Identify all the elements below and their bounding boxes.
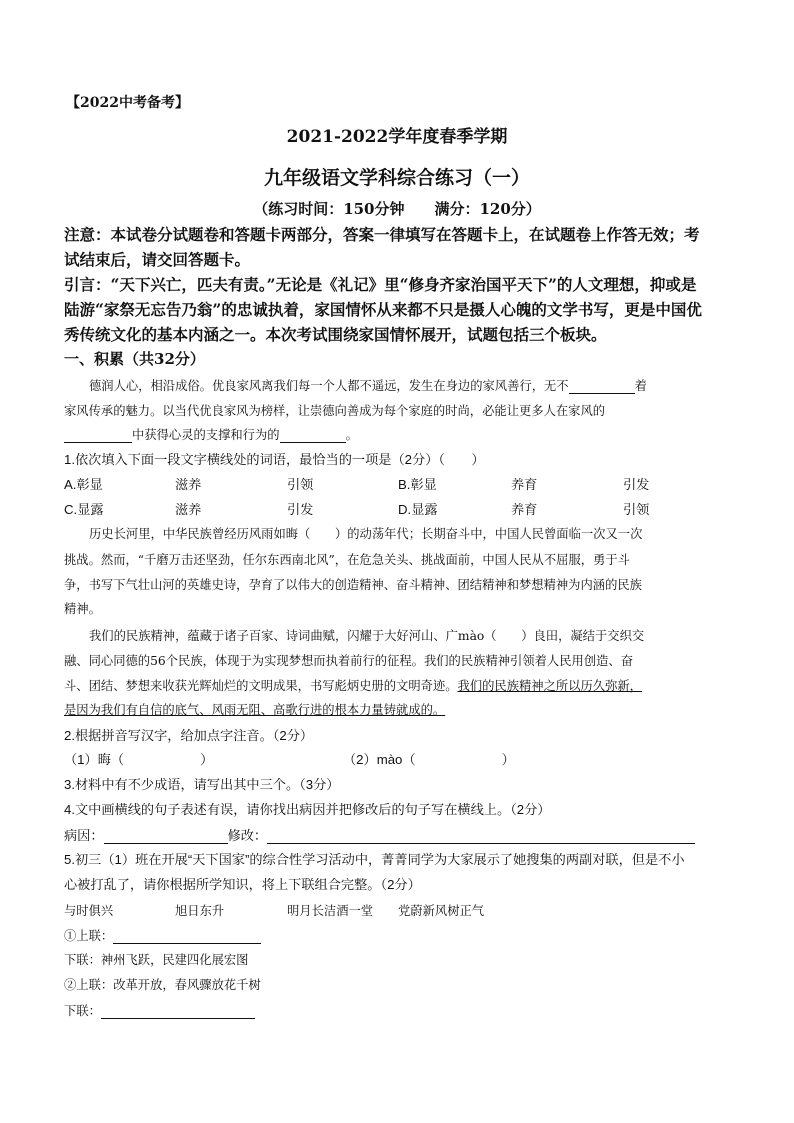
q1-option-c-word2: 滋养 [175, 502, 202, 517]
q1-option-d[interactable]: D.显露 [398, 502, 438, 517]
q4-answer-line: 病因： 修改： [64, 825, 695, 844]
q1-option-d-word3: 引领 [623, 502, 650, 517]
q5-choice-1: 与时俱兴 [64, 904, 114, 918]
exam-tag: 【2022中考备考】 [66, 95, 189, 111]
intro-line-3: 秀传统文化的基本内涵之一。本次考试围绕家国情怀展开，试题包括三个板块。 [64, 325, 607, 344]
notice-line-2: 试结束后，请交回答题卡。 [64, 250, 251, 269]
couplet1-upper: ①上联： [64, 926, 261, 944]
passage2-line-3: 争，书写下气壮山河的英雄史诗，孕育了以伟大的创造精神、奋斗精神、团结精神和梦想精神为内涵的民族 [64, 578, 642, 592]
couplet1-lower: 下联：神州飞跃，民建四化展宏图 [64, 953, 249, 967]
passage1-line-1: 德润人心，相沿成俗。优良家风离我们每一个人都不遥远，发生在身边的家风善行，无不 着 [89, 379, 647, 393]
blank-3[interactable] [280, 428, 346, 443]
passage2-line-1: 历史长河里，中华民族曾经历风雨如晦（ ）的动荡年代；长期奋斗中，中国人民曾面临一次又一次 [89, 527, 643, 541]
blank-2[interactable] [64, 428, 132, 443]
blank-1[interactable] [569, 379, 635, 394]
q2-text: 2.根据拼音写汉字，给加点字注音。（2分） [64, 728, 314, 743]
q5-line-2: 心被打乱了，请你根据所学知识，将上下联组合完整。（2分） [64, 877, 421, 892]
q1-option-b-word2: 养育 [511, 477, 538, 492]
couplet2-lower: 下联： [64, 1001, 255, 1019]
intro-line-1: 引言：“天下兴亡，匹夫有责。”无论是《礼记》里“修身齐家治国平天下”的人文理想，抑或是 [64, 275, 697, 294]
q5-line-1: 5.初三（1）班在开展“天下国家”的综合性学习活动中，菁菁同学为大家展示了她搜集的两副对联，但是不小 [64, 852, 685, 867]
passage1-line-2: 家风传承的魅力。以当代优良家风为榜样，让崇德向善成为每个家庭的时尚，必能让更多人在家风的 [64, 404, 606, 418]
q2-part2: （2）mào（ ） [343, 752, 515, 767]
underlined-sentence-part2: 是因为我们有自信的底气、风雨无阻、高歌行进的根本力量铸就成的。 [64, 703, 446, 717]
q1-text: 1.依次填入下面一段文字横线处的词语，最恰当的一项是（2分）（ ） [64, 452, 485, 467]
passage2-line-4: 精神。 [64, 602, 101, 616]
q1-option-c[interactable]: C.显露 [64, 502, 104, 517]
passage3-line-3: 斗、团结、梦想来收获光辉灿烂的文明成果，书写彪炳史册的文明奇迹。我们的民族精神之所以历久弥新， [64, 679, 642, 693]
q5-choice-4: 党蔚新风树正气 [398, 904, 485, 918]
q1-option-b[interactable]: B.彰显 [398, 477, 437, 492]
passage3-line-2: 融、同心同德的56个民族，体现于为实现梦想而执着前行的征程。我们的民族精神引领着人民用创造、奋 [64, 654, 634, 668]
cause-blank[interactable] [104, 829, 228, 844]
q1-option-b-word3: 引发 [623, 477, 650, 492]
q1-option-a[interactable]: A.彰显 [64, 477, 103, 492]
couplet1-upper-blank[interactable] [113, 929, 261, 944]
q3-text: 3.材料中有不少成语，请写出其中三个。（3分） [64, 777, 340, 792]
q4-text: 4.文中画横线的句子表述有误，请你找出病因并把修改后的句子写在横线上。（2分） [64, 802, 551, 817]
q1-option-a-word3: 引领 [287, 477, 314, 492]
q1-option-d-word2: 养育 [511, 502, 538, 517]
page-title: 九年级语文学科综合练习（一） [263, 167, 530, 189]
couplet2-upper: ②上联：改革开放，春风骤放花千树 [64, 978, 261, 992]
passage1-line-3: 中获得心灵的支撑和行为的 。 [64, 425, 358, 443]
q1-option-c-word3: 引发 [287, 502, 314, 517]
underlined-sentence-part1: 我们的民族精神之所以历久弥新， [457, 679, 642, 693]
q5-choice-3: 明月长洁酒一堂 [287, 904, 374, 918]
notice-line-1: 注意：本试卷分试题卷和答题卡两部分，答案一律填写在答题卡上，在试题卷上作答无效；考 [64, 225, 700, 244]
passage3-line-1: 我们的民族精神，蕴藏于诸子百家、诗词曲赋，闪耀于大好河山、广mào（ ）良田，凝结于交织交 [89, 629, 645, 643]
title-year: 2021-2022学年度春季学期 [286, 127, 508, 147]
q2-part1: （1）晦（ ） [64, 752, 214, 767]
exam-info: （练习时间：150分钟 满分：120分） [253, 200, 541, 218]
intro-line-2: 陆游“家祭无忘告乃翁”的忠诚执着，家国情怀从来都不只是摄人心魄的文学书写，更是中国优 [64, 300, 702, 319]
couplet2-lower-blank[interactable] [101, 1004, 255, 1019]
q1-option-a-word2: 滋养 [175, 477, 202, 492]
section-heading: 一、积累（共32分） [64, 350, 205, 368]
passage2-line-2: 挑战。然而，“千磨万击还坚劲，任尔东西南北风”，在危急关头、挑战面前，中国人民从不屈服，勇于斗 [64, 553, 630, 567]
q5-choice-2: 旭日东升 [175, 904, 225, 918]
fix-blank[interactable] [267, 829, 695, 844]
